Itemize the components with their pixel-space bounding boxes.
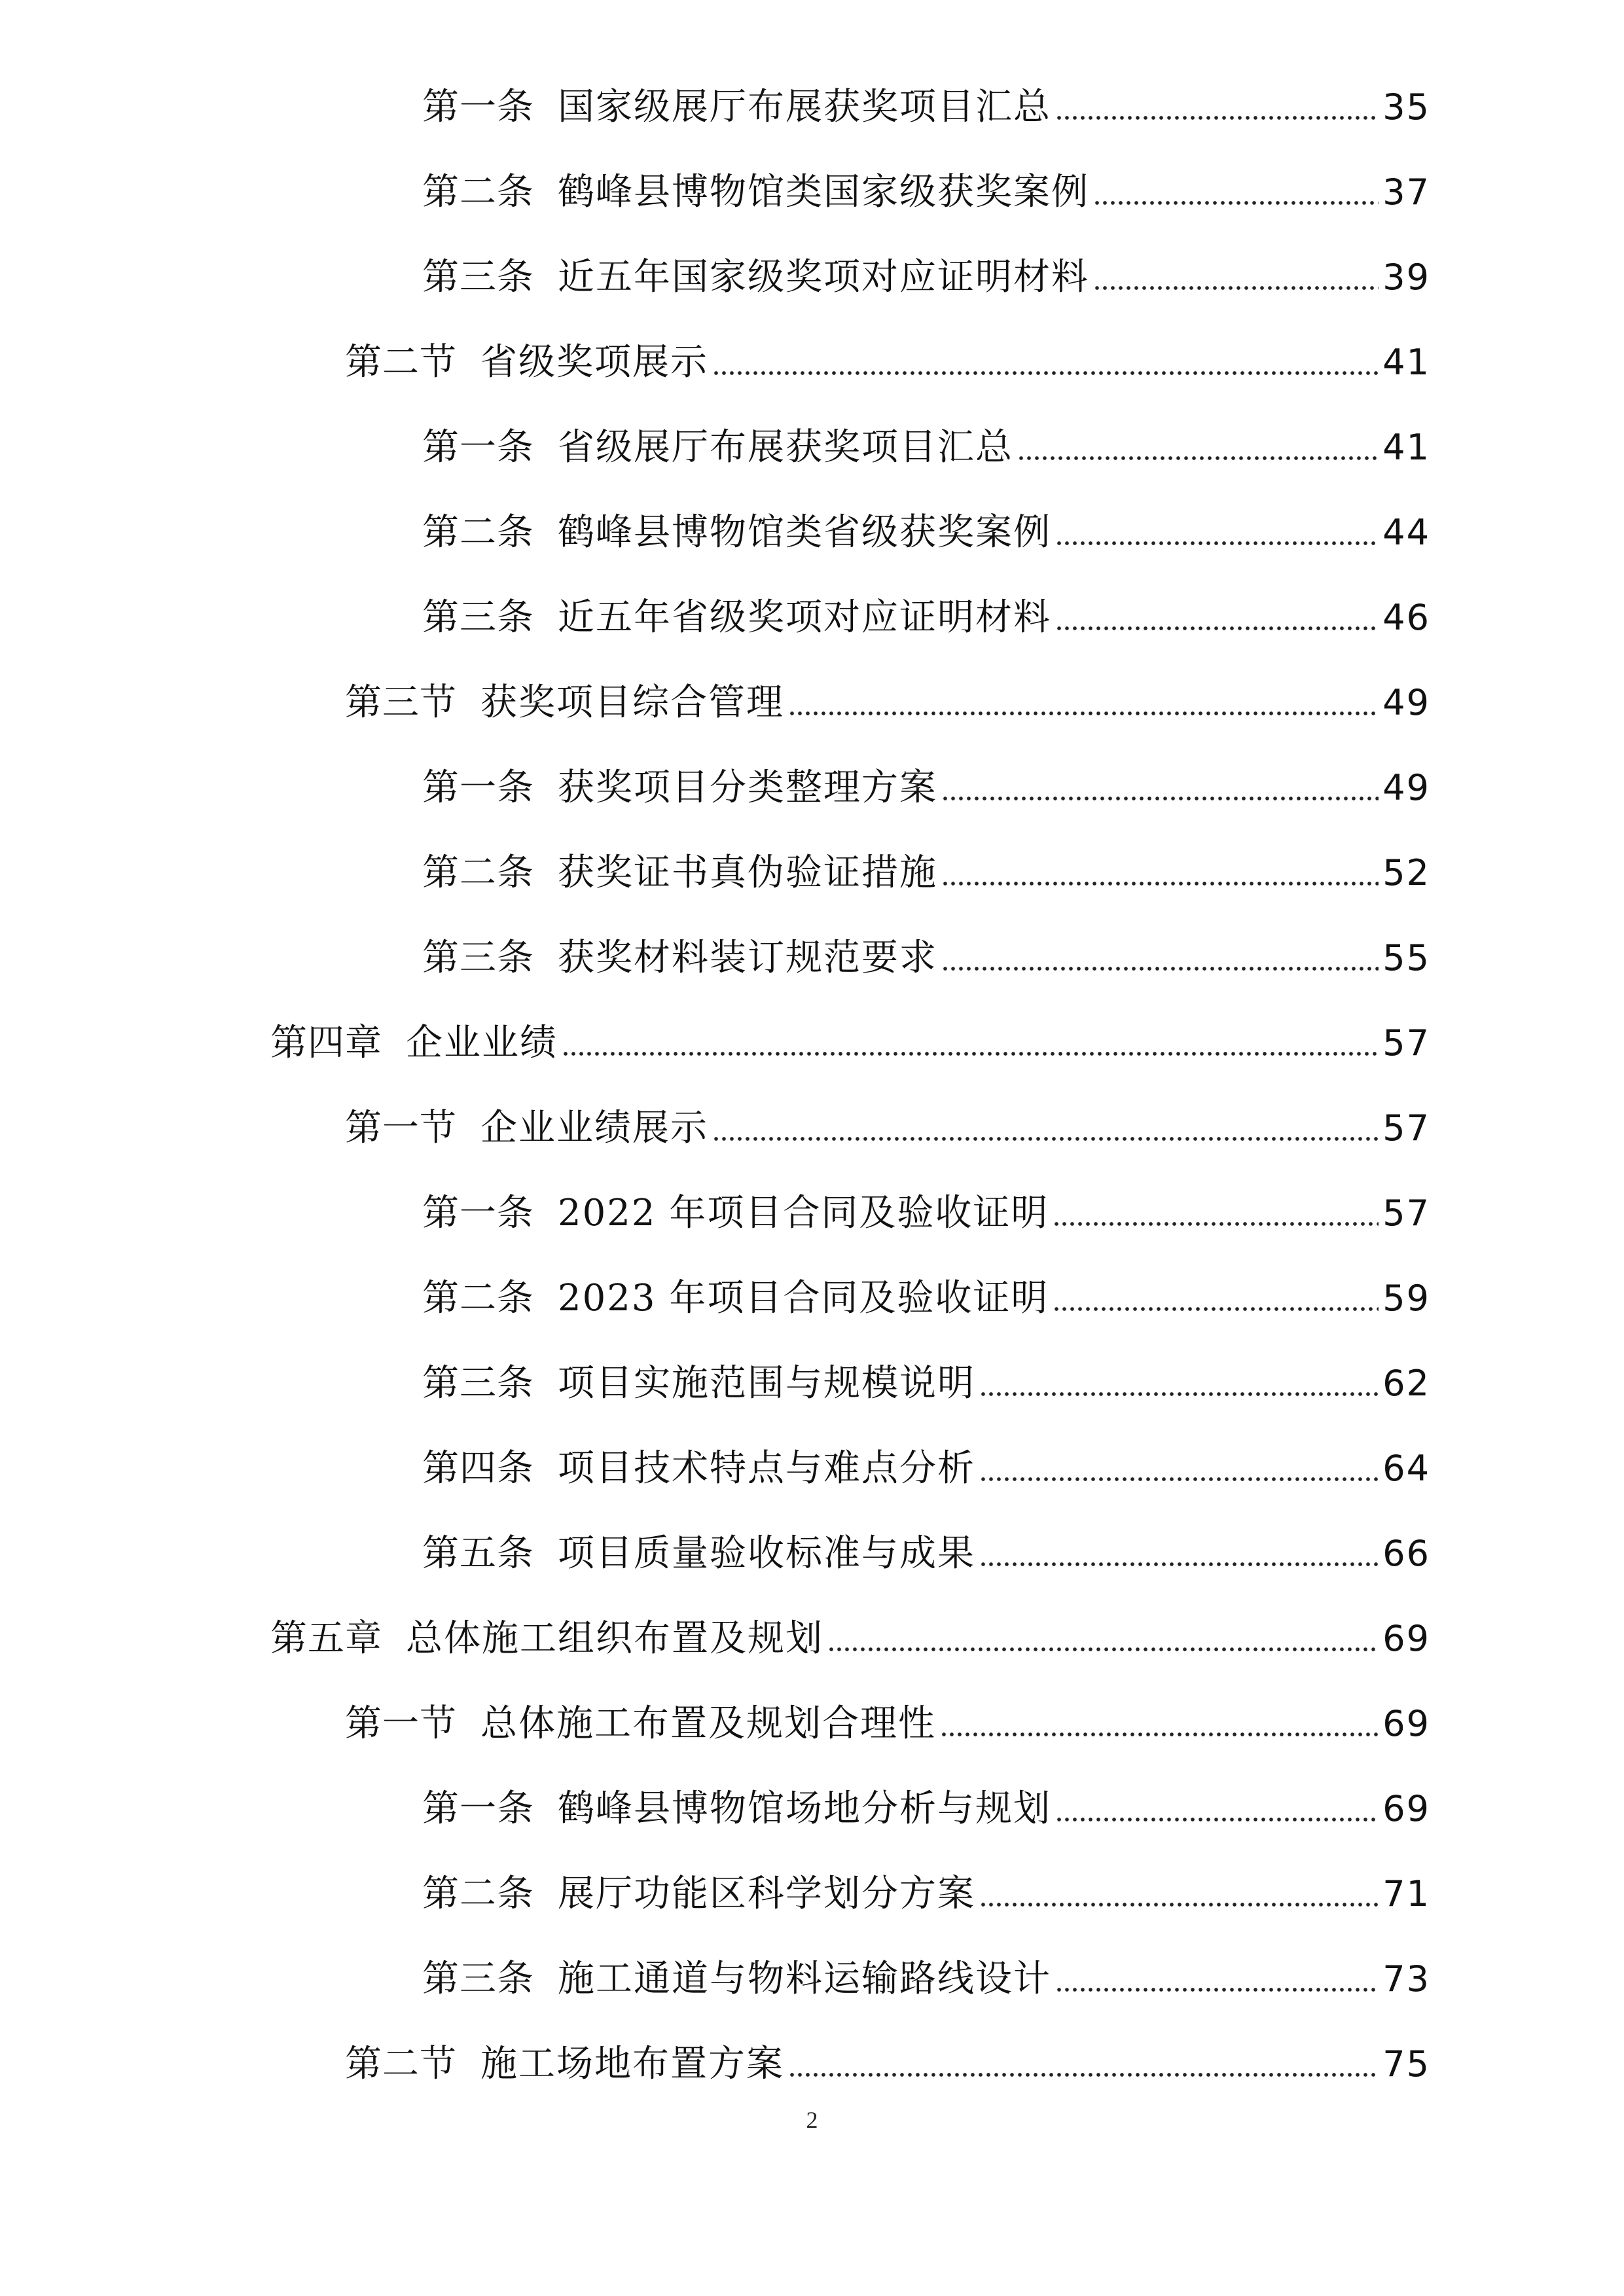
toc-entry-page-number: 49 <box>1382 767 1430 808</box>
toc-entry-label: 第三条 <box>422 256 534 298</box>
toc-entry-title: 展厅功能区科学划分方案 <box>558 1873 975 1915</box>
toc-dot-leader <box>1055 540 1379 547</box>
toc-dot-leader <box>788 2072 1379 2078</box>
toc-entry-article[interactable] <box>422 575 1430 660</box>
toc-entry-page-number: 41 <box>1382 342 1430 383</box>
toc-dot-leader <box>562 1050 1379 1057</box>
toc-entry-label: 第二条 <box>422 511 534 554</box>
toc-entry-page-number: 57 <box>1382 1107 1430 1149</box>
toc-entry-section[interactable] <box>345 320 1430 405</box>
toc-entry-title: 项目技术特点与难点分析 <box>558 1447 975 1490</box>
toc-entry-page-number: 69 <box>1382 1788 1430 1829</box>
toc-dot-leader <box>1093 285 1379 291</box>
toc-entry-page-number: 64 <box>1382 1448 1430 1489</box>
toc-dot-leader <box>1053 1306 1379 1312</box>
toc-entry-label: 第三条 <box>422 937 534 979</box>
toc-entry-label: 第二条 <box>422 1277 534 1319</box>
toc-entry-label: 第一条 <box>422 1192 534 1234</box>
toc-entry-label: 第二节 <box>345 2043 457 2085</box>
toc-entry-title: 项目实施范围与规模说明 <box>558 1362 975 1405</box>
toc-entry-title: 获奖项目综合管理 <box>480 681 784 724</box>
toc-entry-page-number: 73 <box>1382 1958 1430 2000</box>
toc-entry-label: 第一条 <box>422 426 534 469</box>
toc-dot-leader <box>788 710 1379 717</box>
toc-entry-article[interactable] <box>422 1341 1430 1426</box>
toc-entry-page-number: 35 <box>1382 86 1430 128</box>
toc-entry-article[interactable] <box>422 1171 1430 1256</box>
toc-entry-article[interactable] <box>422 745 1430 831</box>
toc-entry-page-number: 59 <box>1382 1278 1430 1319</box>
toc-entry-label: 第一条 <box>422 766 534 809</box>
toc-entry-title: 省级奖项展示 <box>480 341 708 384</box>
toc-dot-leader <box>941 965 1379 972</box>
toc-dot-leader <box>941 795 1379 802</box>
toc-dot-leader <box>979 1391 1379 1397</box>
toc-entry-section[interactable] <box>345 1086 1430 1171</box>
toc-entry-page-number: 57 <box>1382 1022 1430 1064</box>
toc-entry-page-number: 37 <box>1382 171 1430 213</box>
toc-entry-label: 第二条 <box>422 852 534 894</box>
toc-entry-title: 总体施工布置及规划合理性 <box>480 1702 936 1745</box>
toc-entry-label: 第四条 <box>422 1447 534 1490</box>
toc-entry-article[interactable] <box>422 490 1430 575</box>
toc-entry-title: 获奖材料装订规范要求 <box>558 937 937 979</box>
toc-entry-article[interactable] <box>422 65 1430 150</box>
toc-entry-title: 2022 年项目合同及验收证明 <box>558 1192 1049 1234</box>
toc-entry-article[interactable] <box>422 150 1430 235</box>
toc-entry-label: 第二节 <box>345 341 457 384</box>
toc-dot-leader <box>712 370 1379 376</box>
toc-entry-title: 省级展厅布展获奖项目汇总 <box>558 426 1013 469</box>
toc-entry-section[interactable] <box>345 2022 1430 2107</box>
toc-dot-leader <box>1053 1221 1379 1227</box>
toc-entry-page-number: 69 <box>1382 1703 1430 1744</box>
toc-entry-article[interactable] <box>422 405 1430 490</box>
toc-entry-chapter[interactable] <box>270 1001 1430 1086</box>
toc-entry-label: 第一条 <box>422 86 534 128</box>
toc-dot-leader <box>1017 455 1379 461</box>
toc-entry-title: 企业业绩 <box>406 1022 558 1064</box>
toc-entry-title: 鹤峰县博物馆类省级获奖案例 <box>558 511 1051 554</box>
toc-entry-label: 第三节 <box>345 681 457 724</box>
toc-entry-section[interactable] <box>345 1681 1430 1767</box>
toc-entry-title: 总体施工组织布置及规划 <box>406 1617 823 1660</box>
toc-entry-label: 第五条 <box>422 1532 534 1575</box>
toc-entry-article[interactable] <box>422 235 1430 320</box>
toc-dot-leader <box>940 1731 1379 1738</box>
toc-entry-page-number: 39 <box>1382 257 1430 298</box>
toc-entry-label: 第一条 <box>422 1787 534 1830</box>
toc-entry-title: 施工通道与物料运输路线设计 <box>558 1958 1051 2000</box>
toc-dot-leader <box>1055 1816 1379 1823</box>
toc-entry-section[interactable] <box>345 660 1430 745</box>
toc-entry-article[interactable] <box>422 1511 1430 1596</box>
toc-dot-leader <box>1093 200 1379 206</box>
toc-entry-page-number: 71 <box>1382 1873 1430 1914</box>
toc-entry-page-number: 62 <box>1382 1363 1430 1404</box>
toc-entry-page-number: 49 <box>1382 682 1430 723</box>
toc-entry-label: 第四章 <box>270 1022 382 1064</box>
toc-entry-article[interactable] <box>422 831 1430 916</box>
toc-dot-leader <box>827 1646 1379 1653</box>
toc-entry-chapter[interactable] <box>270 1596 1430 1681</box>
toc-entry-page-number: 44 <box>1382 512 1430 553</box>
toc-entry-title: 获奖证书真伪验证措施 <box>558 852 937 894</box>
toc-entry-page-number: 41 <box>1382 427 1430 468</box>
toc-entry-page-number: 57 <box>1382 1193 1430 1234</box>
toc-entry-label: 第一节 <box>345 1107 457 1149</box>
toc-entry-title: 项目质量验收标准与成果 <box>558 1532 975 1575</box>
toc-entry-article[interactable] <box>422 1937 1430 2022</box>
toc-entry-title: 近五年国家级奖项对应证明材料 <box>558 256 1089 298</box>
toc-entry-label: 第三条 <box>422 596 534 639</box>
toc-entry-title: 2023 年项目合同及验收证明 <box>558 1277 1049 1319</box>
toc-dot-leader <box>712 1136 1379 1142</box>
toc-entry-page-number: 46 <box>1382 597 1430 638</box>
toc-dot-leader <box>1055 1986 1379 1993</box>
toc-entry-label: 第二条 <box>422 171 534 213</box>
toc-entry-label: 第二条 <box>422 1873 534 1915</box>
toc-entry-title: 近五年省级奖项对应证明材料 <box>558 596 1051 639</box>
toc-entry-page-number: 69 <box>1382 1618 1430 1659</box>
toc-entry-label: 第三条 <box>422 1362 534 1405</box>
toc-entry-title: 施工场地布置方案 <box>480 2043 784 2085</box>
toc-entry-article[interactable] <box>422 916 1430 1001</box>
toc-entry-article[interactable] <box>422 1852 1430 1937</box>
toc-entry-page-number: 55 <box>1382 937 1430 978</box>
toc-entry-title: 鹤峰县博物馆类国家级获奖案例 <box>558 171 1089 213</box>
toc-dot-leader <box>979 1901 1379 1908</box>
toc-entry-label: 第一节 <box>345 1702 457 1745</box>
toc-dot-leader <box>941 880 1379 887</box>
page-number: 2 <box>806 2107 818 2133</box>
toc-dot-leader <box>1055 625 1379 632</box>
toc-entry-page-number: 52 <box>1382 852 1430 893</box>
toc-entry-title: 国家级展厅布展获奖项目汇总 <box>558 86 1051 128</box>
toc-entry-article[interactable] <box>422 1256 1430 1341</box>
toc-dot-leader <box>979 1476 1379 1482</box>
toc-dot-leader <box>1055 115 1379 121</box>
toc-entry-label: 第五章 <box>270 1617 382 1660</box>
toc-entry-title: 获奖项目分类整理方案 <box>558 766 937 809</box>
toc-dot-leader <box>979 1561 1379 1568</box>
toc-entry-title: 鹤峰县博物馆场地分析与规划 <box>558 1787 1051 1830</box>
toc-entry-label: 第三条 <box>422 1958 534 2000</box>
toc-entry-page-number: 66 <box>1382 1533 1430 1574</box>
toc-entry-article[interactable] <box>422 1767 1430 1852</box>
toc-entry-title: 企业业绩展示 <box>480 1107 708 1149</box>
toc-entry-article[interactable] <box>422 1426 1430 1511</box>
toc-entry-page-number: 75 <box>1382 2043 1430 2085</box>
